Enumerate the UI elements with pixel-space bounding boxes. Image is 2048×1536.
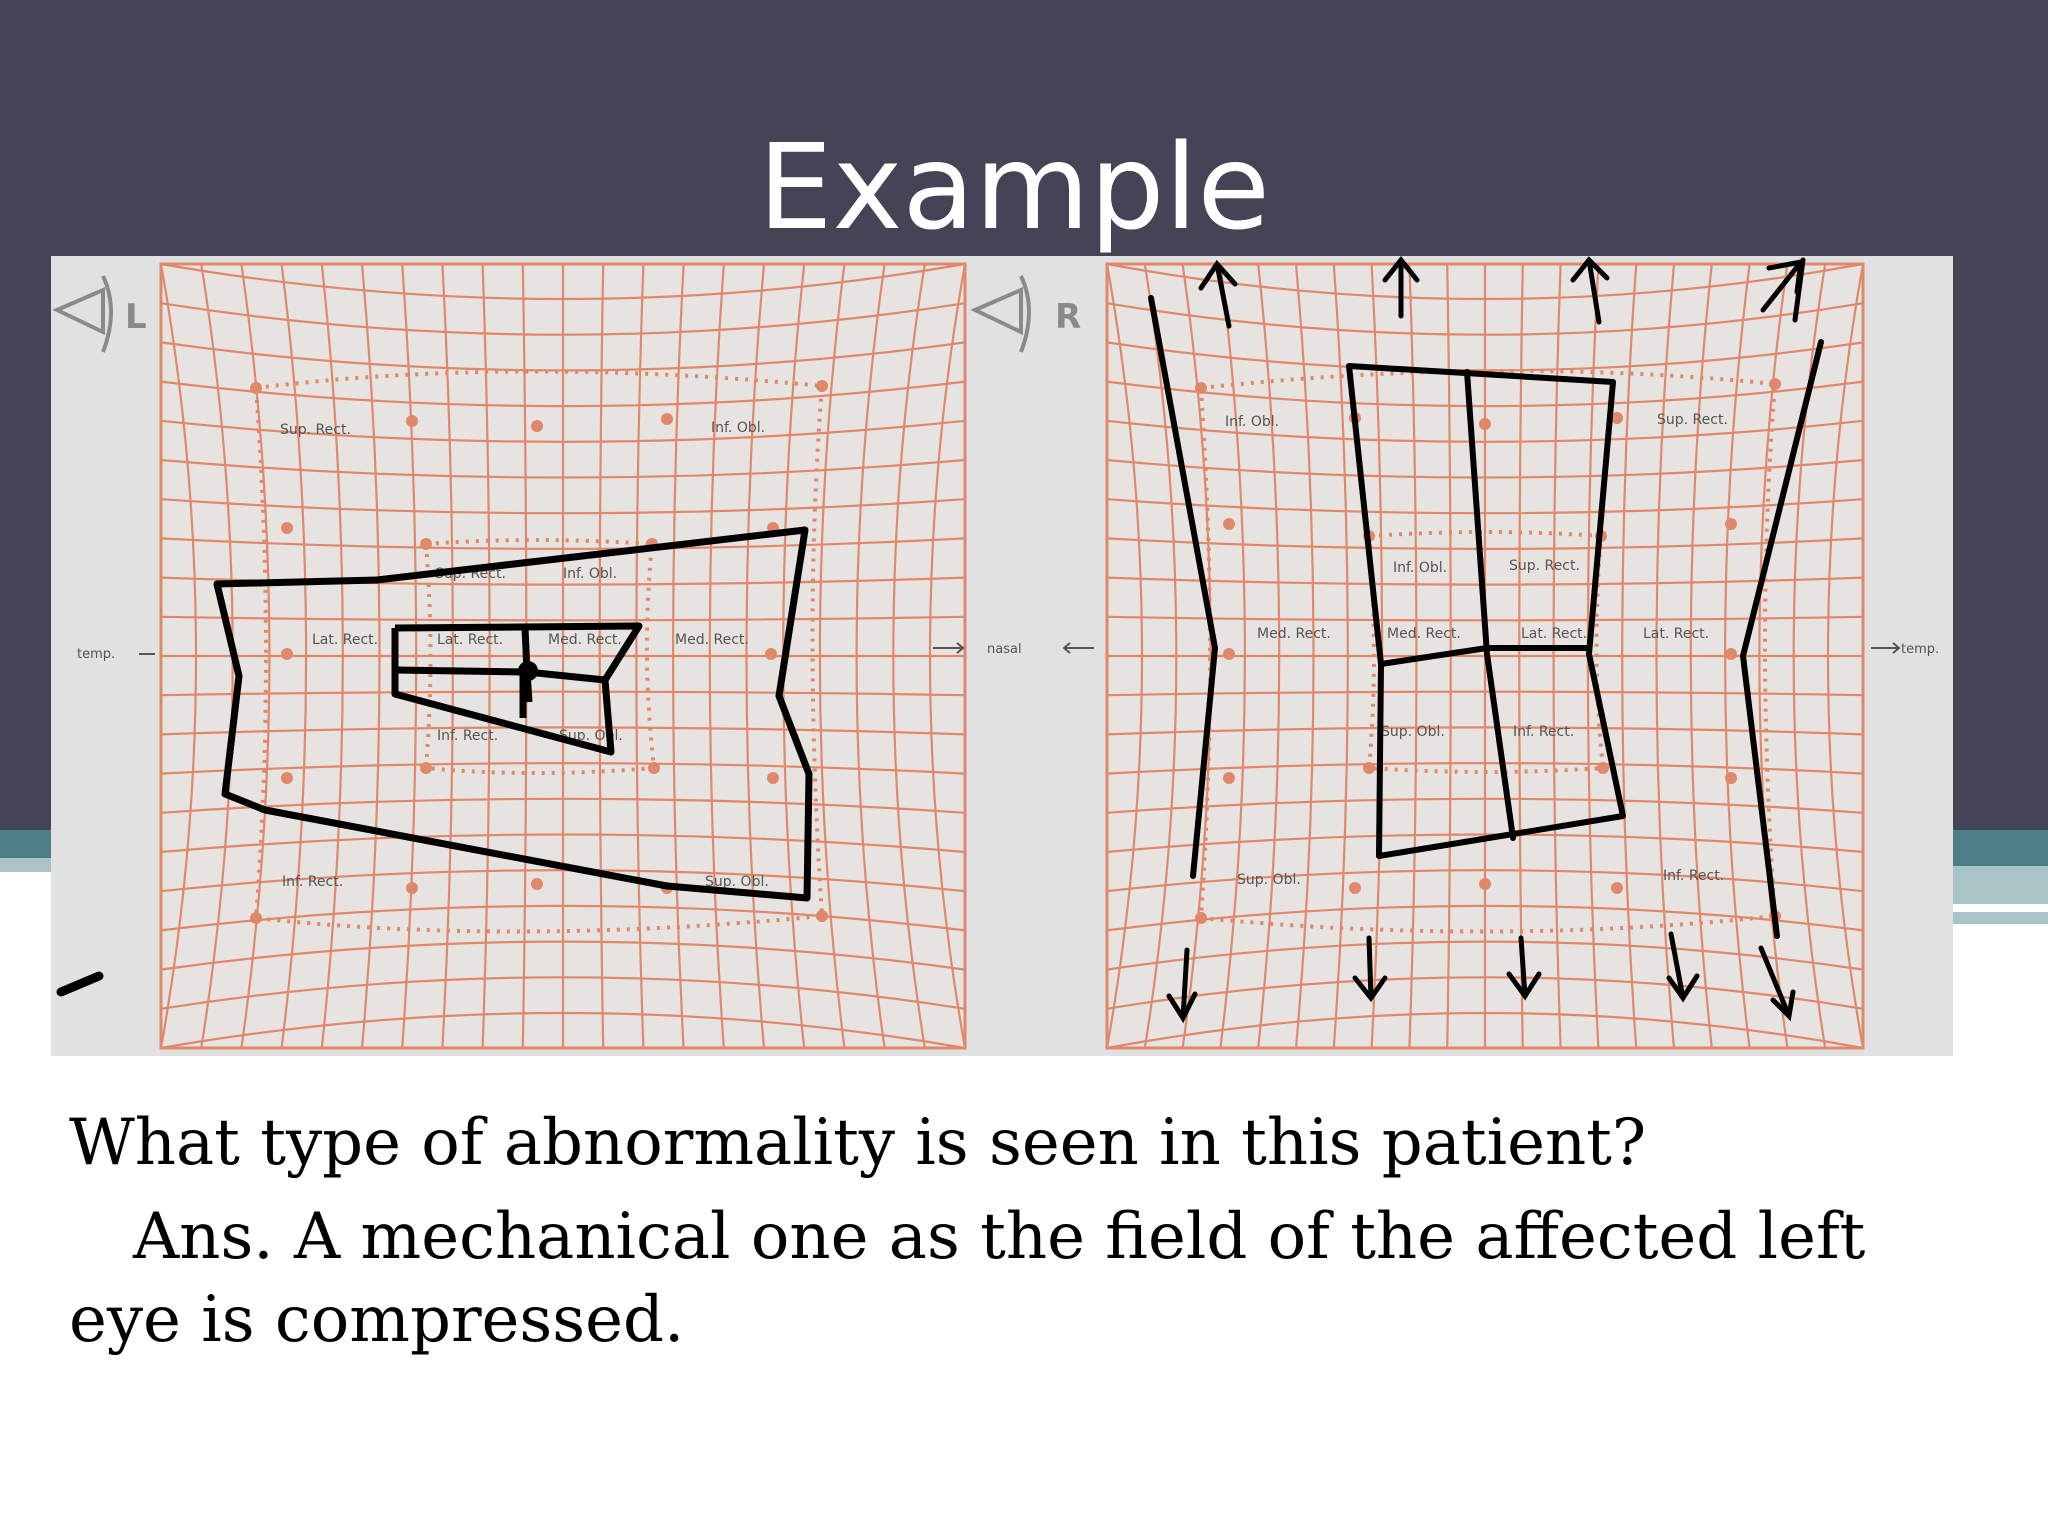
left-temp-label: temp. [77,647,116,662]
right-inner-lat-rect-2: Lat. Rect. [1643,626,1710,642]
left-label-sup-rect: Sup. Rect. [280,422,351,438]
left-label-inf-obl: Inf. Obl. [711,420,766,436]
nasal-label: nasal [987,642,1022,657]
slide-title: Example [758,118,1270,256]
right-eye-label: R [1055,297,1082,337]
left-label-sup-obl: Sup. Obl. [705,874,769,890]
right-label-inf-rect: Inf. Rect. [1663,868,1725,884]
left-inner-lat-rect-1: Lat. Rect. [312,632,379,648]
right-inner-med-rect-2: Med. Rect. [1387,626,1461,642]
left-fixation-dot [518,661,538,681]
left-inner-med-rect-2: Med. Rect. [675,632,749,648]
accent-stripe-left [0,830,52,858]
right-inner-sup-rect: Sup. Rect. [1509,558,1580,574]
left-eye-label: L [125,297,147,337]
accent-stripe-right-light [1952,866,2048,904]
right-inner-inf-obl: Inf. Obl. [1393,560,1448,576]
right-inner-med-rect-1: Med. Rect. [1257,626,1331,642]
right-label-inf-obl: Inf. Obl. [1225,414,1280,430]
right-eye-chart [975,260,1939,1048]
left-inner-lat-rect-2: Lat. Rect. [437,632,504,648]
left-label-inf-rect: Inf. Rect. [282,874,344,890]
right-temp-label: temp. [1901,642,1940,657]
question-text: What type of abnormality is seen in this patient? [69,1106,1647,1180]
left-inner-med-rect-1: Med. Rect. [548,632,622,648]
right-label-sup-rect: Sup. Rect. [1657,412,1728,428]
right-label-sup-obl: Sup. Obl. [1237,872,1301,888]
left-inner-sup-rect: Sup. Rect. [435,566,506,582]
left-inner-inf-obl: Inf. Obl. [563,566,618,582]
right-inner-lat-rect-1: Lat. Rect. [1521,626,1588,642]
accent-stripe-right-thin [1952,912,2048,924]
left-eye-chart [57,264,965,1048]
accent-stripe-right [1952,830,2048,866]
left-inner-inf-rect: Inf. Rect. [437,728,499,744]
accent-stripe-left-light [0,858,52,872]
hess-chart-figure [51,256,1953,1056]
left-inner-sup-obl: Sup. Obl. [559,728,623,744]
right-inner-sup-obl: Sup. Obl. [1381,724,1445,740]
right-inner-inf-rect: Inf. Rect. [1513,724,1575,740]
answer-text: Ans. A mechanical one as the field of the affected left eye is compressed. [69,1200,1866,1358]
